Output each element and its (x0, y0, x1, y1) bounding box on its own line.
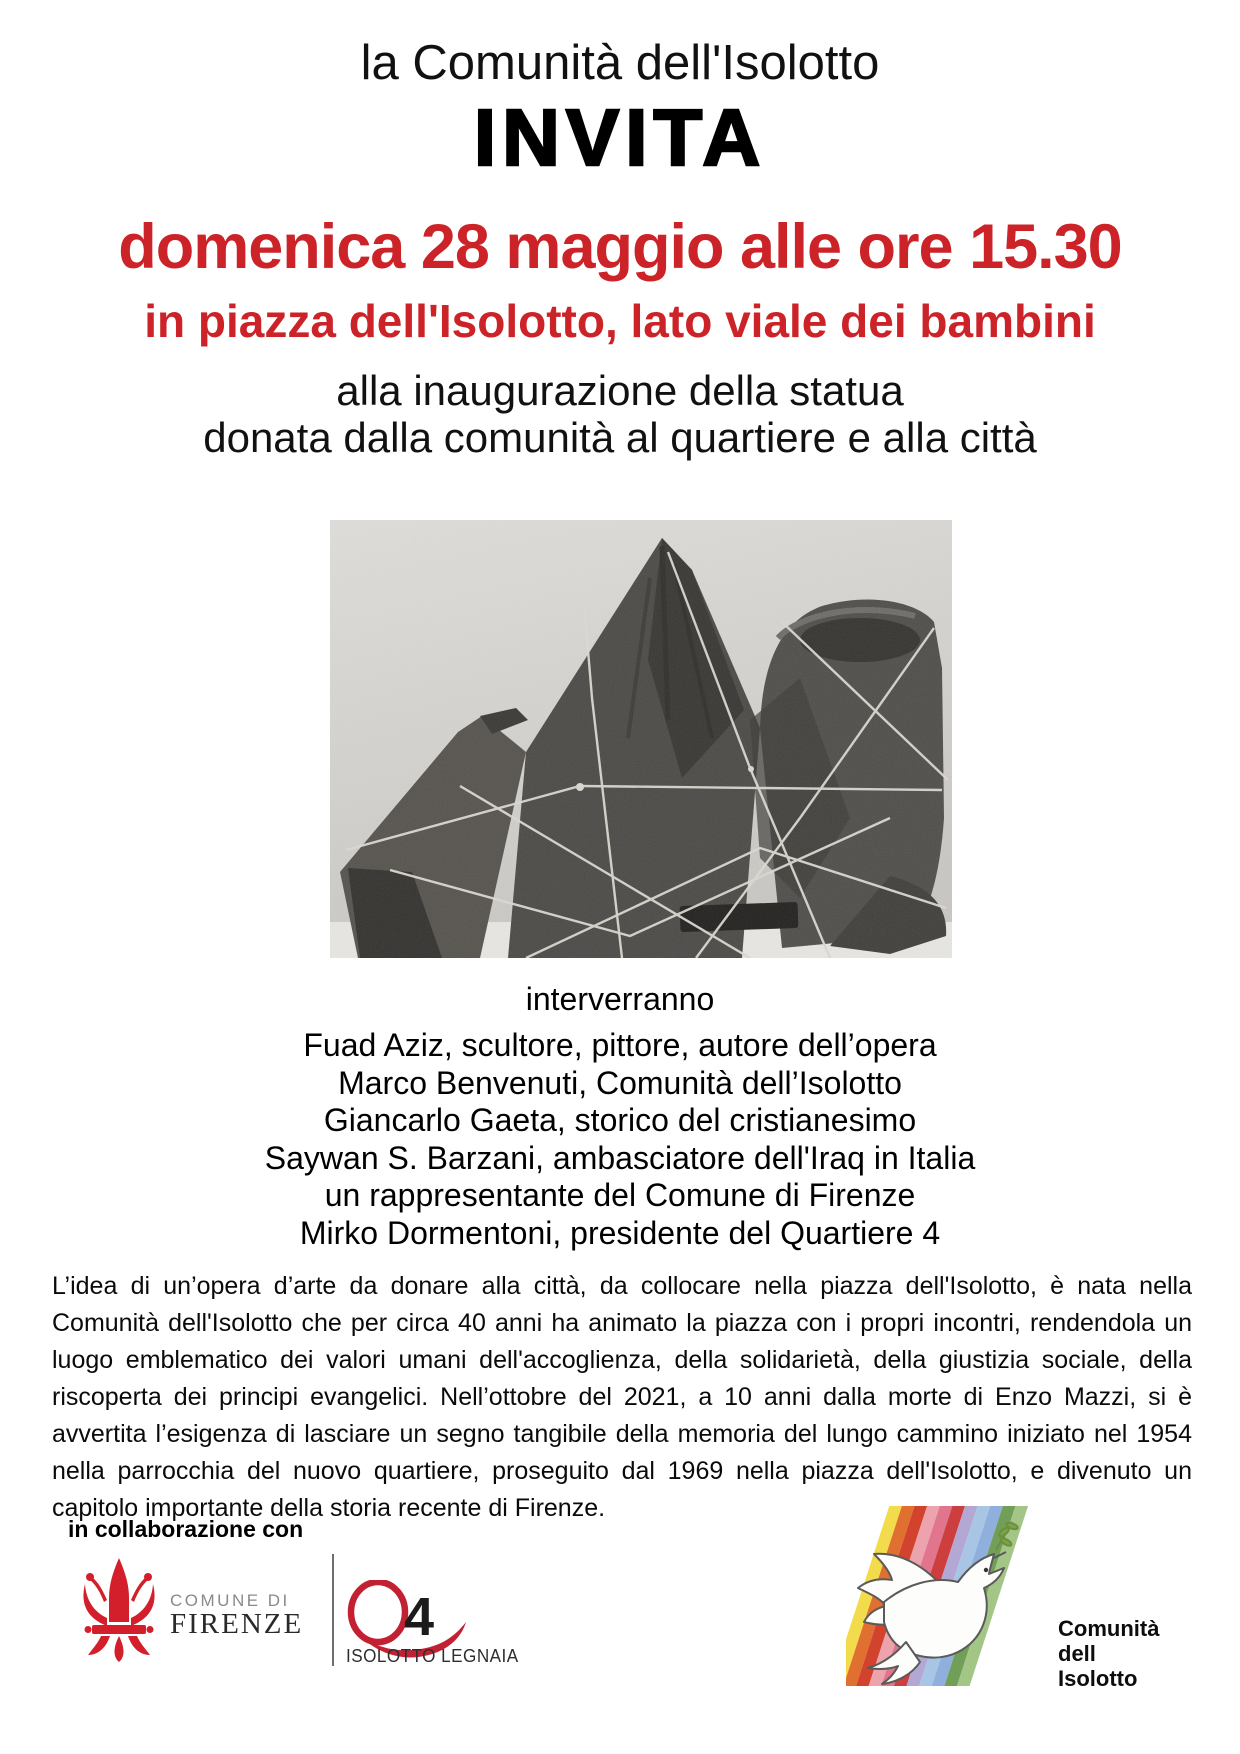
community-name-line: Isolotto (1058, 1666, 1138, 1691)
q4-subtitle: ISOLOTTO LEGNAIA (346, 1646, 519, 1666)
florence-lily-icon (80, 1556, 158, 1662)
speaker-line: Fuad Aziz, scultore, pittore, autore dell’opera (303, 1027, 937, 1063)
body-paragraph (52, 1268, 1192, 1527)
paragraph-line: riscoperta dei principi evangelici. Nell’ottobre del 2021, a 10 anni dalla morte di Enzo Mazzi, si è (52, 1383, 1192, 1411)
speaker-line: Mirko Dormentoni, presidente del Quartiere 4 (299, 1214, 941, 1251)
peace-dove-icon (846, 1506, 1036, 1686)
paragraph-line: capitolo importante della storia recente di Firenze. (52, 1494, 606, 1522)
speaker-line: un rappresentante del Comune di Firenze (324, 1177, 916, 1213)
firenze-text: FIRENZE (170, 1608, 304, 1640)
q4-number: 4 (404, 1587, 435, 1647)
community-name-line: dell (1058, 1641, 1096, 1666)
comune-di-text: COMUNE DI (170, 1591, 290, 1610)
speakers-list (0, 1027, 1240, 1252)
speaker-line: Marco Benvenuti, Comunità dell’Isolotto (338, 1064, 902, 1101)
event-place: in piazza dell'Isolotto, lato viale dei bambini (144, 295, 1096, 347)
speaker-line: Saywan S. Barzani, ambasciatore dell'Iraq in Italia (264, 1139, 976, 1176)
paragraph-line: Comunità dell'Isolotto che per circa 40 anni ha animato la piazza con i propri incontri, rendendola un (52, 1309, 1192, 1337)
logo-divider (332, 1554, 334, 1666)
speakers-heading: interverranno (525, 981, 715, 1017)
photo-grain (330, 520, 952, 958)
community-title: la Comunità dell'Isolotto (360, 36, 880, 90)
paragraph-line: L’idea di un’opera d’arte da donare alla città, da collocare nella piazza dell'Isolotto, è nata nella (52, 1272, 1192, 1300)
community-name (1058, 1616, 1159, 1691)
community-name-line: Comunità (1058, 1616, 1160, 1641)
comune-firenze-wordmark (170, 1592, 303, 1639)
paragraph-line: luogo emblematico dei valori umani dell'accoglienza, della solidarietà, della giustizia sociale, della (52, 1346, 1192, 1374)
paragraph-line: avvertita l’esigenza di lasciare un segno tangibile della memoria del lungo cammino iniziato nel 1954 (52, 1420, 1192, 1448)
occasion-line-2: donata dalla comunità al quartiere e alla città (203, 414, 1037, 461)
statue-photo (330, 520, 952, 958)
event-date: domenica 28 maggio alle ore 15.30 (118, 212, 1122, 282)
collaboration-label: in collaborazione con (68, 1516, 304, 1542)
speaker-line: Giancarlo Gaeta, storico del cristianesimo (323, 1102, 917, 1138)
occasion-line-1: alla inaugurazione della statua (336, 367, 904, 414)
invita-title: INVITA (473, 93, 767, 182)
paragraph-line: nella parrocchia del nuovo quartiere, proseguito dal 1969 nella piazza dell'Isolotto, e divenuto un (52, 1457, 1192, 1485)
